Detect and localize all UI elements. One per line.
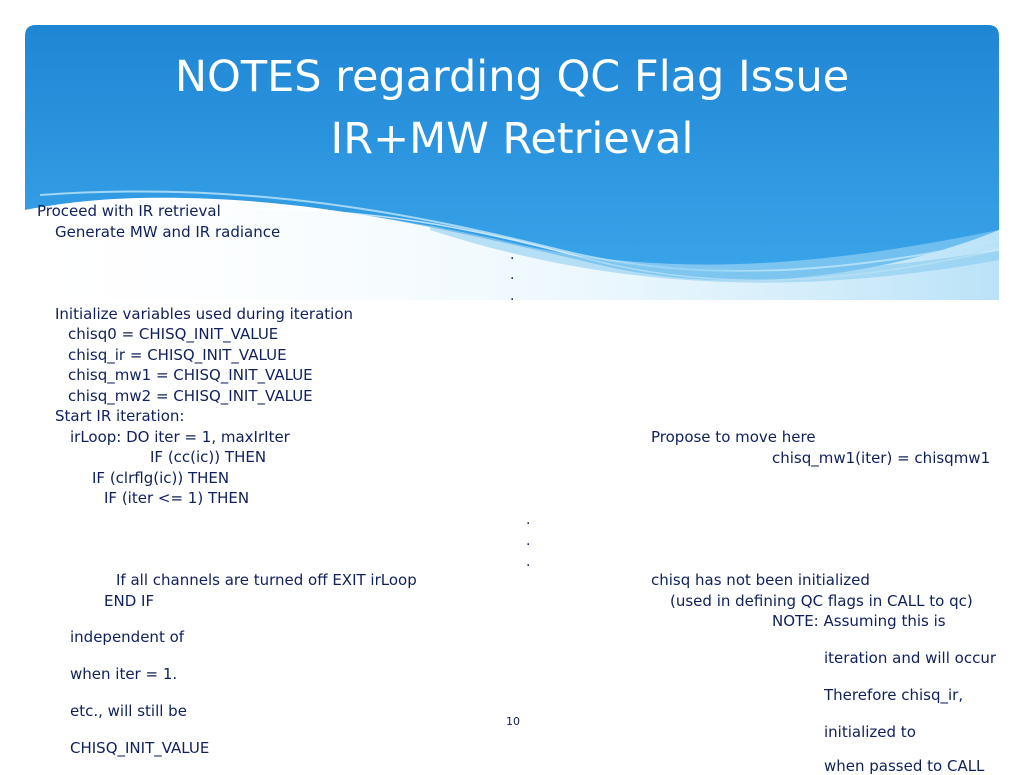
text-irloop: irLoop: DO iter = 1, maxIrIter <box>70 428 290 446</box>
text-chisq-mw2: chisq_mw2 = CHISQ_INIT_VALUE <box>68 387 313 405</box>
text-chisq-mw1-iter: chisq_mw1(iter) = chisqmw1 <box>772 449 991 467</box>
ellipsis-dot: . <box>510 267 515 283</box>
text-initialize-vars: Initialize variables used during iteration <box>55 305 354 323</box>
text-chisq-mw1: chisq_mw1 = CHISQ_INIT_VALUE <box>68 366 313 384</box>
page-number: 10 <box>506 715 520 728</box>
text-when-passed: when passed to CALL <box>824 757 985 775</box>
ellipsis-dot: . <box>510 288 515 304</box>
text-proceed-ir: Proceed with IR retrieval <box>37 202 221 220</box>
slide-title-line1: NOTES regarding QC Flag Issue <box>174 52 850 102</box>
ellipsis-dot: . <box>510 247 515 263</box>
text-chisq-init-value: CHISQ_INIT_VALUE <box>70 739 210 757</box>
text-independent-of: independent of <box>70 628 185 646</box>
text-if-clrflg: IF (clrflg(ic)) THEN <box>92 469 230 487</box>
text-chisq0: chisq0 = CHISQ_INIT_VALUE <box>68 325 279 343</box>
ellipsis-dot: . <box>526 512 531 528</box>
text-chisq-ir: chisq_ir = CHISQ_INIT_VALUE <box>68 346 287 364</box>
text-therefore: Therefore chisq_ir, <box>824 686 964 704</box>
text-start-iteration: Start IR iteration: <box>55 407 185 425</box>
text-note-assuming: NOTE: Assuming this is <box>772 612 946 630</box>
text-iteration-occur: iteration and will occur <box>824 649 997 667</box>
text-chisq-not-init: chisq has not been initialized <box>651 571 870 589</box>
slide-title-line2: IR+MW Retrieval <box>330 114 694 164</box>
ellipsis-dot: . <box>526 533 531 549</box>
text-when-iter: when iter = 1. <box>70 665 178 683</box>
text-used-in-qc: (used in defining QC flags in CALL to qc) <box>670 592 973 610</box>
ellipsis-dot: . <box>526 554 531 570</box>
text-end-if: END IF <box>104 592 155 610</box>
text-initialized-to: initialized to <box>824 723 916 741</box>
text-if-iter: IF (iter <= 1) THEN <box>104 489 250 507</box>
text-propose-move: Propose to move here <box>651 428 816 446</box>
text-exit-irloop: If all channels are turned off EXIT irLoop <box>116 571 417 589</box>
text-generate-radiance: Generate MW and IR radiance <box>55 223 281 241</box>
text-if-cc: IF (cc(ic)) THEN <box>150 448 267 466</box>
text-etc: etc., will still be <box>70 702 187 720</box>
